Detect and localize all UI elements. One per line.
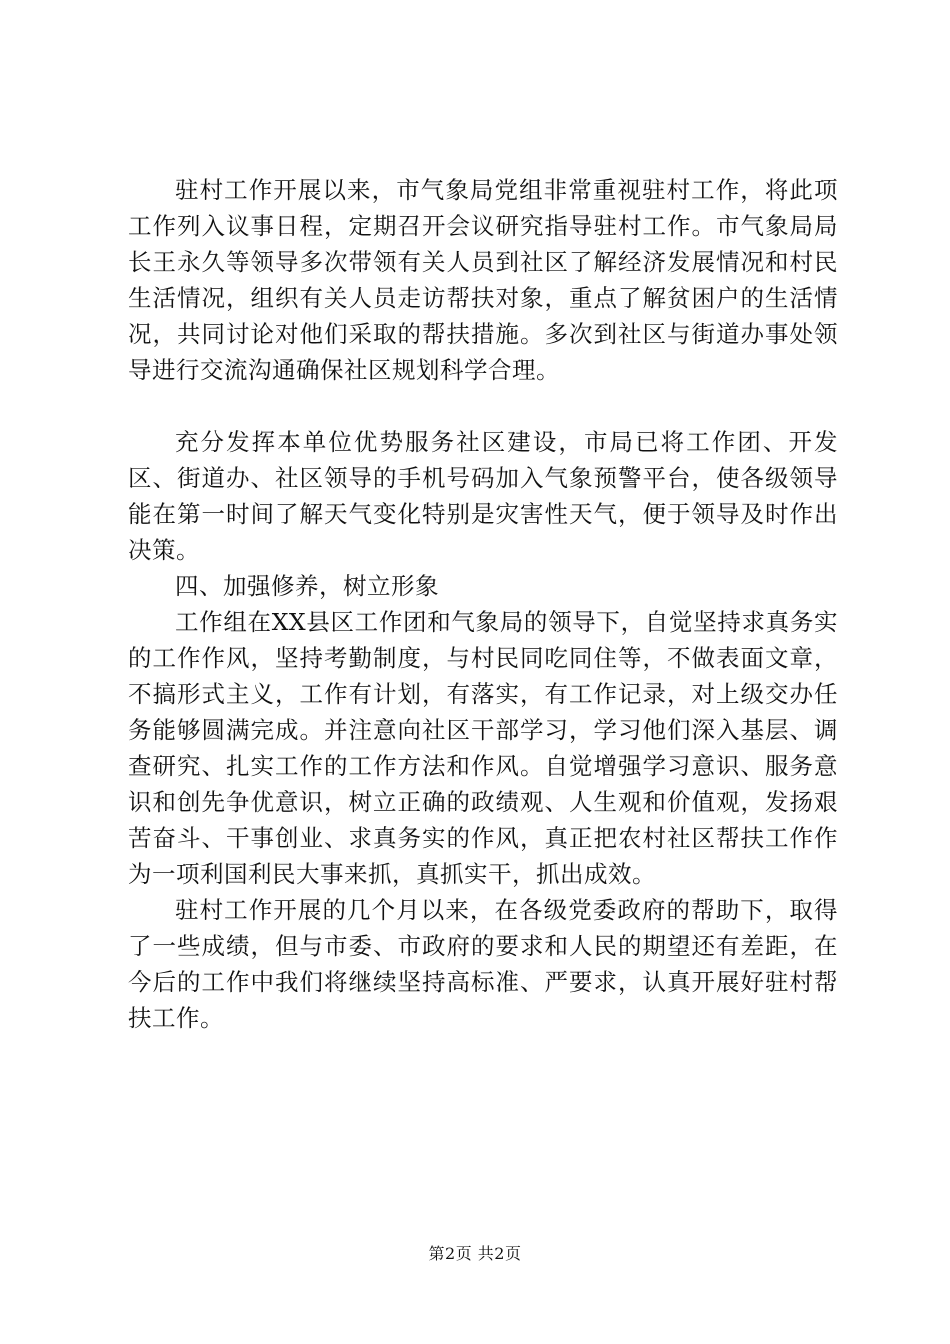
document-body xyxy=(128,172,838,1036)
paragraph-spacer xyxy=(128,388,838,424)
section-heading: 四、加强修养，树立形象 xyxy=(175,572,439,600)
paragraph-service-community: 充分发挥本单位优势服务社区建设，市局已将工作团、开发区、街道办、社区领导的手机号码加入气象预警平台，使各级领导能在第一时间了解天气变化特别是灾害性天气，便于领导及时作出决策。 xyxy=(128,428,838,564)
paragraph-leadership-attention: 驻村工作开展以来，市气象局党组非常重视驻村工作，将此项工作列入议事日程，定期召开会议研究指导驻村工作。市气象局局长王永久等领导多次带领有关人员到社区了解经济发展情况和村民生活情况，组织有关人员走访帮扶对象，重点了解贫困户的生活情况，共同讨论对他们采取的帮扶措施。多次到社区与街道办事处领导进行交流沟通确保社区规划科学合理。 xyxy=(128,176,838,384)
paragraph-work-style: 工作组在XX县区工作团和气象局的领导下，自觉坚持求真务实的工作作风，坚持考勤制度，与村民同吃同住等，不做表面文章，不搞形式主义，工作有计划，有落实，有工作记录，对上级交办任务能够圆满完成。并注意向社区干部学习，学习他们深入基层、调查研究、扎实工作的工作方法和作风。自觉增强学习意识、服务意识和创先争优意识，树立正确的政绩观、人生观和价值观，发扬艰苦奋斗、干事创业、求真务实的作风，真正把农村社区帮扶工作作为一项利国利民大事来抓，真抓实干，抓出成效。 xyxy=(128,608,838,888)
page-number-footer: 第2页 共2页 xyxy=(428,1244,522,1263)
paragraph-conclusion: 驻村工作开展的几个月以来，在各级党委政府的帮助下，取得了一些成绩，但与市委、市政府的要求和人民的期望还有差距，在今后的工作中我们将继续坚持高标准、严要求，认真开展好驻村帮扶工作。 xyxy=(128,896,838,1032)
